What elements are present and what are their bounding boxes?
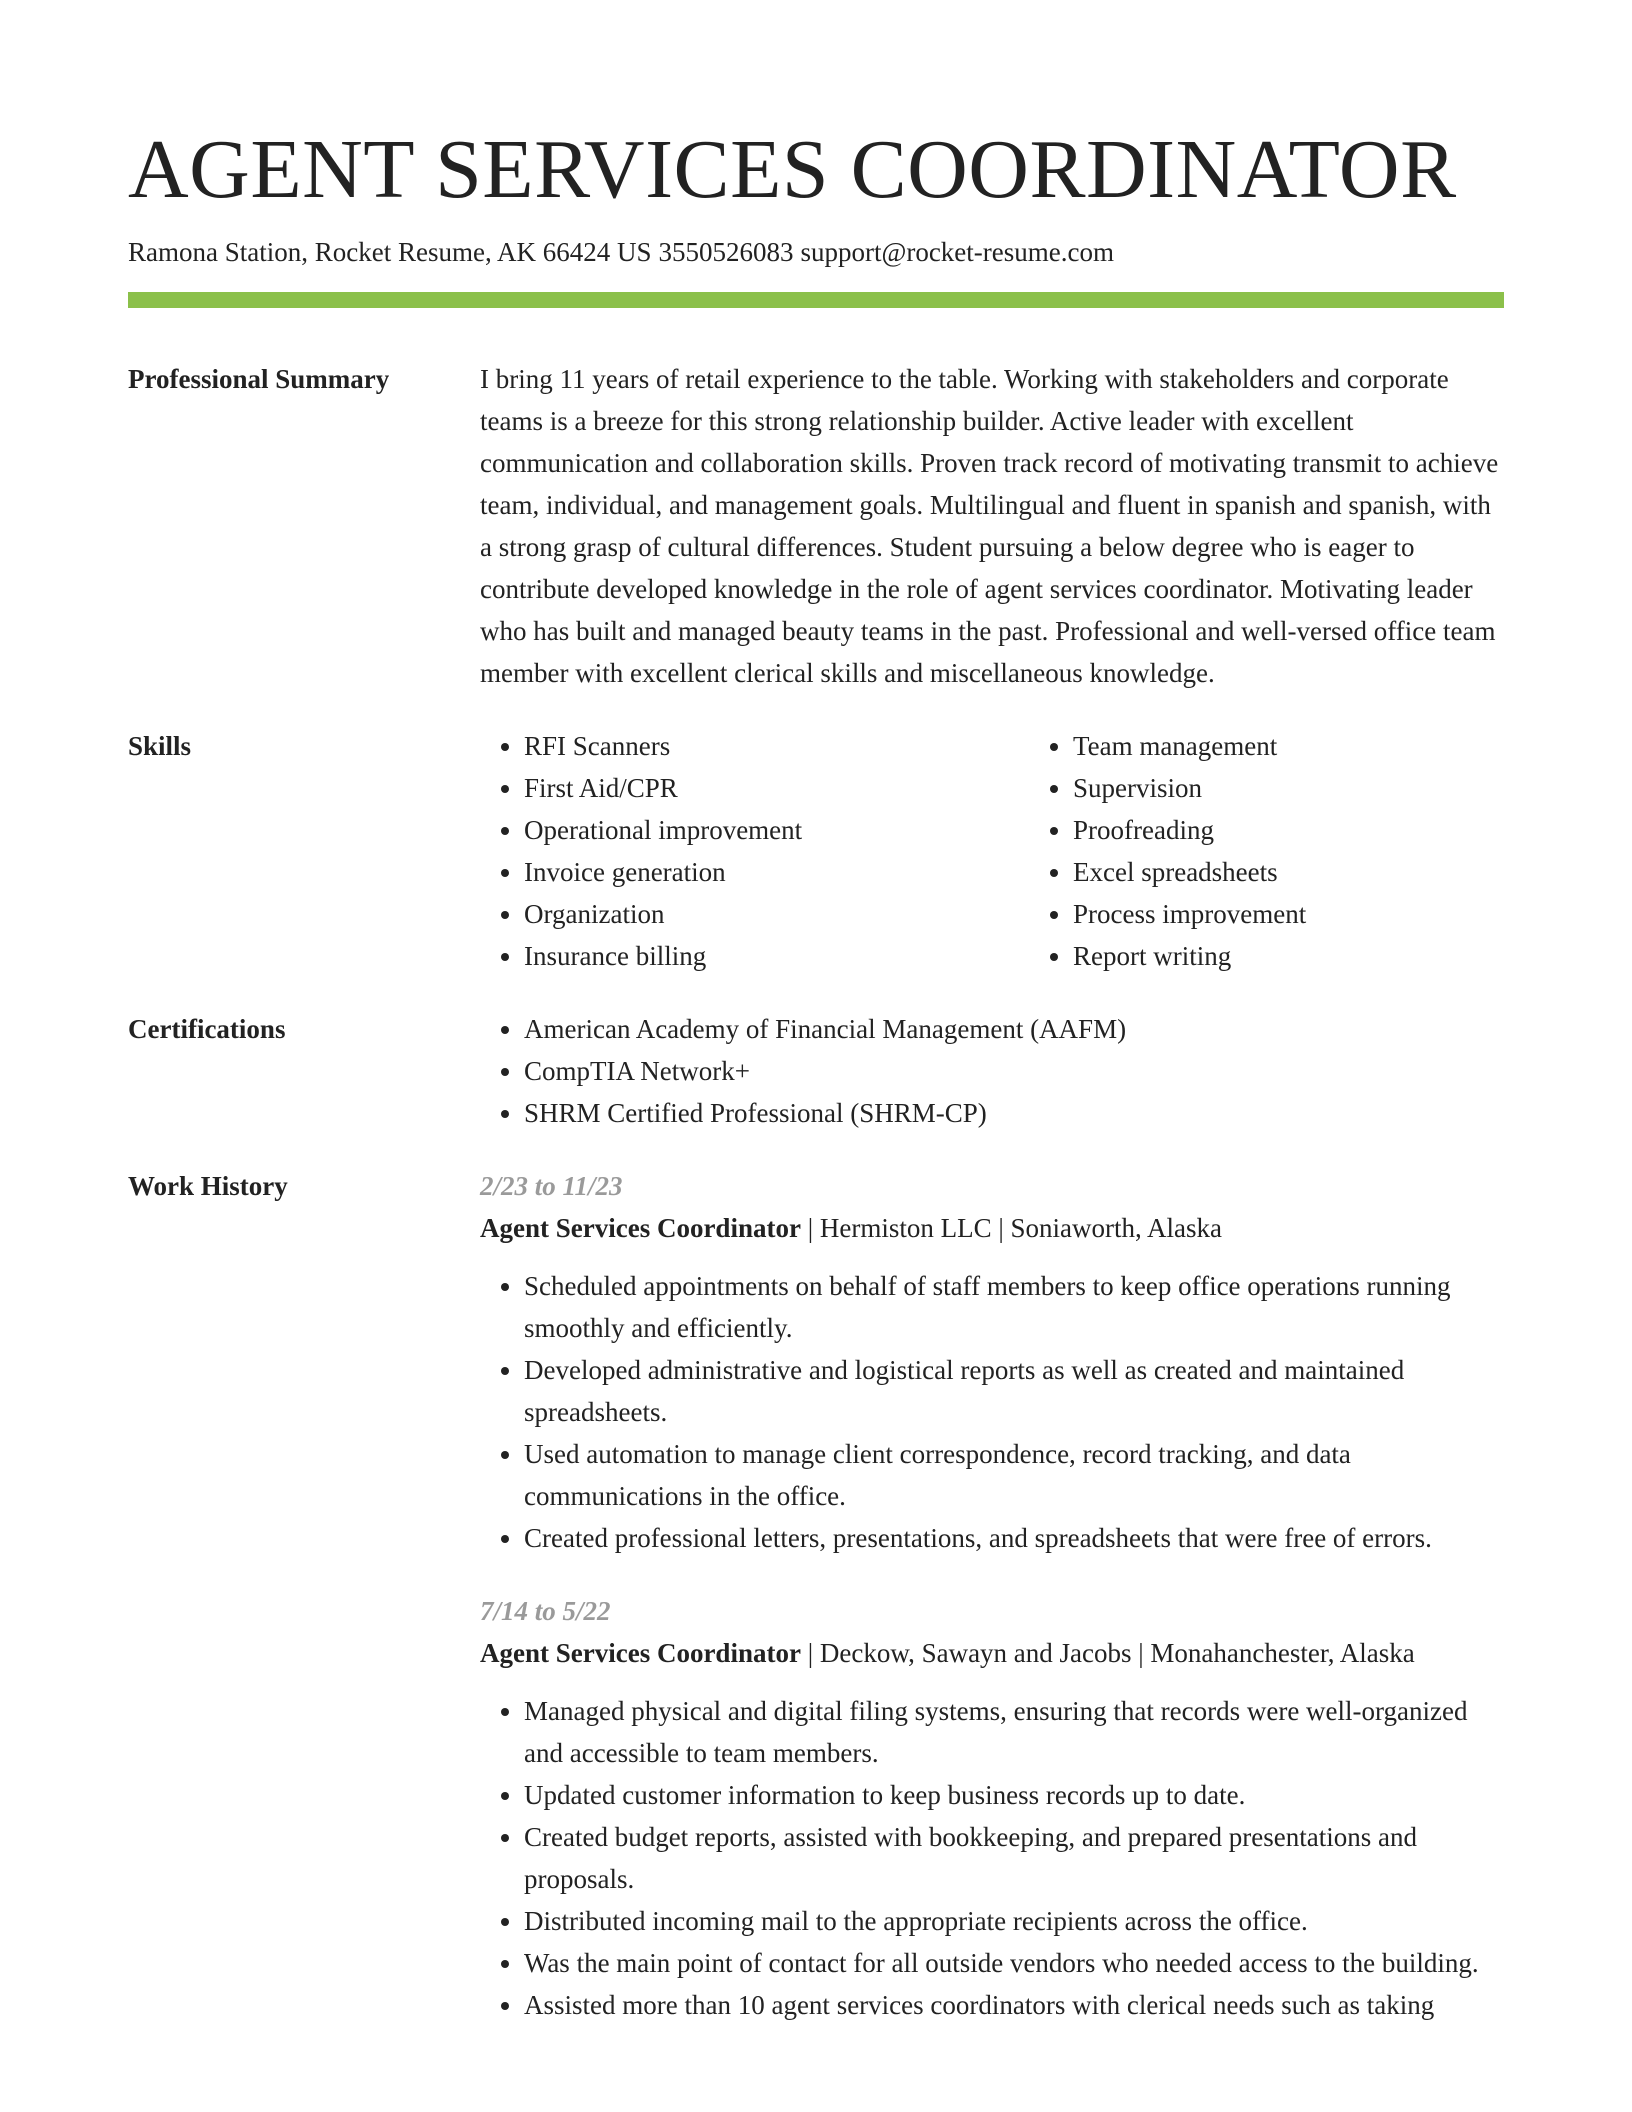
summary-section xyxy=(128,358,1504,694)
job-bullet: • Distributed incoming mail to the appropriate recipients across the office. xyxy=(524,1900,1504,1942)
job-heading xyxy=(480,1632,1504,1674)
contact-phone: 3550526083 xyxy=(658,237,794,267)
summary-body xyxy=(480,358,1504,694)
job-company-location: | Hermiston LLC | Soniaworth, Alaska xyxy=(800,1213,1222,1243)
certifications-list xyxy=(480,1008,1504,1134)
skills-columns xyxy=(480,725,1578,977)
header-divider xyxy=(128,292,1504,308)
certification-item: • American Academy of Financial Management (AAFM) xyxy=(524,1008,1504,1050)
skill-item: • Process improvement xyxy=(1073,893,1578,935)
job-heading xyxy=(480,1207,1504,1249)
job-company-location: | Deckow, Sawayn and Jacobs | Monahanchester, Alaska xyxy=(800,1638,1415,1668)
certifications-body xyxy=(480,1008,1504,1134)
skill-item: • Proofreading xyxy=(1073,809,1578,851)
contact-email: support@rocket-resume.com xyxy=(800,237,1114,267)
job-bullet: • Developed administrative and logistical reports as well as created and maintained spreadsheets. xyxy=(524,1349,1504,1433)
skill-item: • Supervision xyxy=(1073,767,1578,809)
job-bullet-list xyxy=(480,1690,1504,2026)
job-title: Agent Services Coordinator xyxy=(480,1213,801,1243)
skill-item: • Report writing xyxy=(1073,935,1578,977)
skills-list-right xyxy=(1029,725,1578,977)
job-title: Agent Services Coordinator xyxy=(480,1638,801,1668)
skill-item: • Organization xyxy=(524,893,1029,935)
section-title-work-history: Work History xyxy=(128,1171,288,1201)
candidate-name: AGENT SERVICES COORDINATOR xyxy=(128,123,1457,216)
job-bullet: • Created professional letters, presentations, and spreadsheets that were free of errors. xyxy=(524,1517,1504,1559)
contact-line xyxy=(128,234,1504,270)
summary-text: I bring 11 years of retail experience to the table. Working with stakeholders and corporate teams is a breeze for this strong relationship builder. Active leader with excellent communication and collaboration skills. Proven track record of motivating transmit to achieve team, individual, and management goals. Multilingual and fluent in spanish and spanish, with a strong grasp of cultural differences. Student pursuing a below degree who is eager to contribute developed knowledge in the role of agent services coordinator. Motivating leader who has built and managed beauty teams in the past. Professional and well-versed office team member with excellent clerical skills and miscellaneous knowledge. xyxy=(480,364,1499,688)
job-bullet: • Used automation to manage client correspondence, record tracking, and data communications in the office. xyxy=(524,1433,1504,1517)
skills-section xyxy=(128,725,1504,977)
job-bullet-list xyxy=(480,1265,1504,1559)
skill-item: • Operational improvement xyxy=(524,809,1029,851)
job-dates: 2/23 to 11/23 xyxy=(480,1171,623,1201)
job-entry xyxy=(480,1590,1504,2026)
resume-page xyxy=(128,0,1504,2026)
section-title-skills: Skills xyxy=(128,731,192,761)
contact-address: Ramona Station, Rocket Resume, AK 66424 US xyxy=(128,237,652,267)
skill-item: • Team management xyxy=(1073,725,1578,767)
skill-item: • Insurance billing xyxy=(524,935,1029,977)
job-dates: 7/14 to 5/22 xyxy=(480,1596,611,1626)
skills-list-left xyxy=(480,725,1029,977)
job-bullet: • Was the main point of contact for all outside vendors who needed access to the building. xyxy=(524,1942,1504,1984)
job-bullet: • Updated customer information to keep business records up to date. xyxy=(524,1774,1504,1816)
certification-item: • CompTIA Network+ xyxy=(524,1050,1504,1092)
section-title-summary: Professional Summary xyxy=(128,364,390,394)
work-history-body xyxy=(480,1165,1504,2026)
job-bullet: • Managed physical and digital filing systems, ensuring that records were well-organized and accessible to team members. xyxy=(524,1690,1504,1774)
skill-item: • Invoice generation xyxy=(524,851,1029,893)
certifications-section xyxy=(128,1008,1504,1134)
job-entry xyxy=(480,1165,1504,1559)
job-bullet: • Created budget reports, assisted with bookkeeping, and prepared presentations and proposals. xyxy=(524,1816,1504,1900)
work-history-section xyxy=(128,1165,1504,2026)
section-title-certifications: Certifications xyxy=(128,1014,286,1044)
skill-item: • RFI Scanners xyxy=(524,725,1029,767)
skill-item: • Excel spreadsheets xyxy=(1073,851,1578,893)
job-bullet: • Scheduled appointments on behalf of staff members to keep office operations running smoothly and efficiently. xyxy=(524,1265,1504,1349)
job-bullet: • Assisted more than 10 agent services coordinators with clerical needs such as taking xyxy=(524,1984,1504,2026)
skill-item: • First Aid/CPR xyxy=(524,767,1029,809)
certification-item: • SHRM Certified Professional (SHRM-CP) xyxy=(524,1092,1504,1134)
